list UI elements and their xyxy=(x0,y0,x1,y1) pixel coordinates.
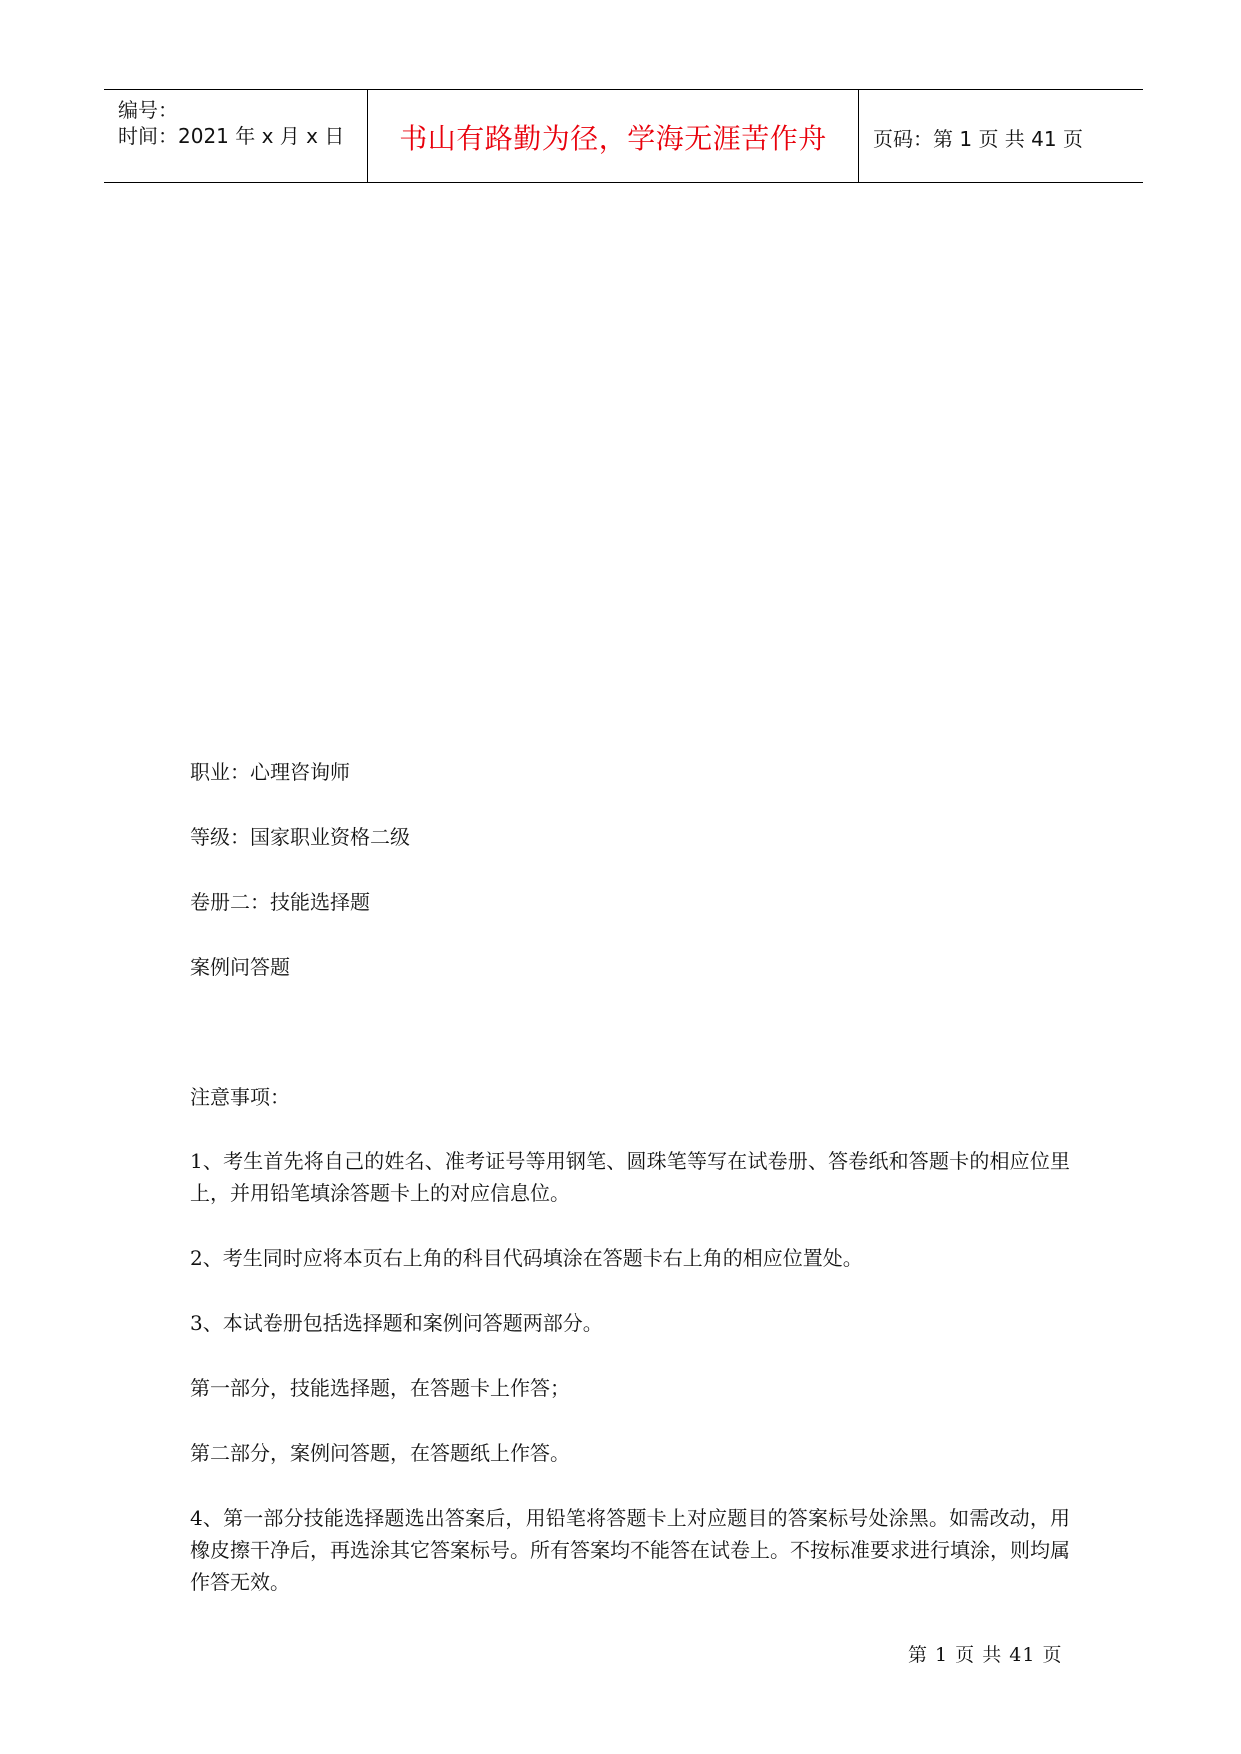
page-footer: 第 1 页 共 41 页 xyxy=(908,1644,1063,1666)
document-number-label: 编号： xyxy=(118,98,178,122)
notice-part-two: 第二部分，案例问答题，在答题纸上作答。 xyxy=(190,1441,570,1465)
header-page-info: 页码：第 1 页 共 41 页 xyxy=(873,127,1083,151)
header-page-cell xyxy=(859,90,1143,182)
notice-part-one: 第一部分，技能选择题，在答题卡上作答； xyxy=(190,1376,570,1400)
section-line: 案例问答题 xyxy=(190,955,290,979)
notice-item-3: 3、本试卷册包括选择题和案例问答题两部分。 xyxy=(190,1311,603,1335)
header-motto-cell xyxy=(368,90,859,182)
notice-item-2: 2、考生同时应将本页右上角的科目代码填涂在答题卡右上角的相应位置处。 xyxy=(190,1246,863,1270)
document-header xyxy=(104,89,1143,183)
notice-item-1: 1、考生首先将自己的姓名、准考证号等用钢笔、圆珠笔等写在试卷册、答卷纸和答题卡的相应位里上，并用铅笔填涂答题卡上的对应信息位。 xyxy=(190,1149,1070,1205)
header-motto: 书山有路勤为径，学海无涯苦作舟 xyxy=(399,122,827,155)
notice-title: 注意事项： xyxy=(190,1085,290,1109)
notice-item-4: 4、第一部分技能选择题选出答案后，用铅笔将答题卡上对应题目的答案标号处涂黑。如需改动，用橡皮擦干净后，再选涂其它答案标号。所有答案均不能答在试卷上。不按标准要求进行填涂，则均属作答无效。 xyxy=(190,1506,1070,1594)
header-meta-cell xyxy=(104,90,368,182)
occupation-line: 职业：心理咨询师 xyxy=(190,760,350,784)
level-line: 等级：国家职业资格二级 xyxy=(190,825,410,849)
volume-line: 卷册二：技能选择题 xyxy=(190,890,370,914)
document-time-label: 时间：2021 年 x 月 x 日 xyxy=(118,124,345,148)
